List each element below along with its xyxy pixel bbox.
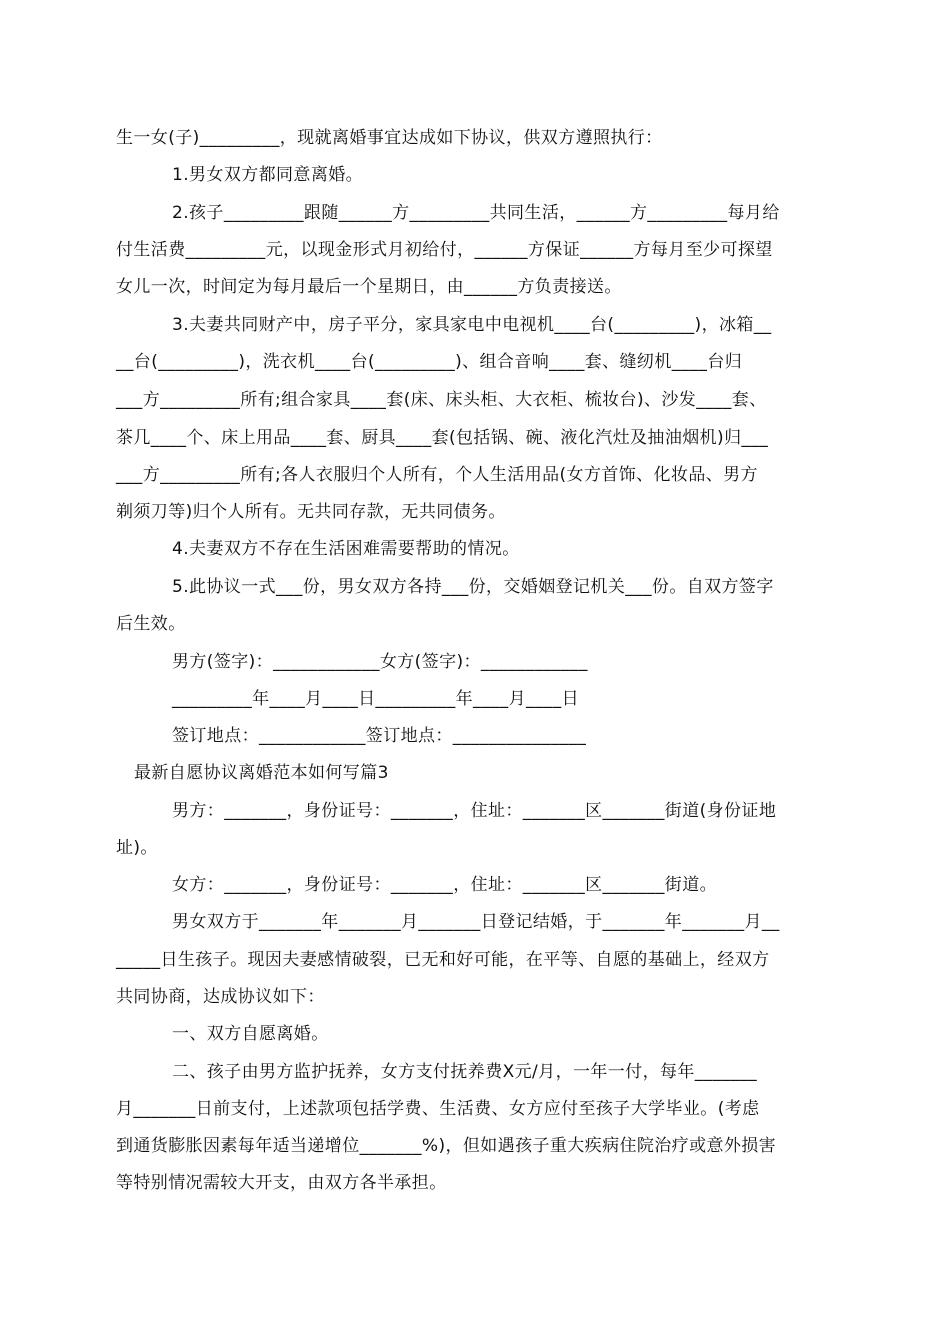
- text-line: 到通货膨胀因素每年适当递增位_______%)，但如遇孩子重大疾病住院治疗或意外损害: [116, 1136, 777, 1156]
- text-line: 3.夫妻共同财产中，房子平分，家具家电中电视机____台(_________)，冰箱__: [172, 315, 772, 335]
- text-line: 等特别情况需较大开支，由双方各半承担。: [116, 1173, 447, 1193]
- text-line: 后生效。: [116, 614, 186, 634]
- text-line: 一、双方自愿离婚。: [172, 1024, 329, 1044]
- text-line: ___方_________所有;各人衣服归个人所有，个人生活用品(女方首饰、化妆品、男方: [116, 465, 758, 485]
- text-line: 5.此协议一式___份，男女双方各持___份，交婚姻登记机关___份。自双方签字: [172, 577, 774, 597]
- text-line: ___方_________所有;组合家具____套(床、床头柜、大衣柜、梳妆台)、沙发____套、: [116, 390, 767, 410]
- text-line: 月_______日前支付，上述款项包括学费、生活费、女方应付至孩子大学毕业。(考虑: [116, 1099, 760, 1119]
- text-line: 男方：_______，身份证号：_______，住址：_______区_______街道(身份证地: [172, 801, 777, 821]
- location-line: 签订地点：____________签订地点：_______________: [172, 726, 587, 746]
- section-title: 最新自愿协议离婚范本如何写篇3: [134, 763, 389, 783]
- text-line: 共同协商，达成协议如下：: [116, 987, 325, 1007]
- text-line: 2.孩子_________跟随______方_________共同生活，______方_________每月给: [172, 203, 780, 223]
- text-line: _____日生孩子。现因夫妻感情破裂，已无和好可能，在平等、自愿的基础上，经双方: [116, 950, 770, 970]
- text-line: 女方：_______，身份证号：_______，住址：_______区_______街道。: [172, 875, 717, 895]
- text-line: 茶几____个、床上用品____套、厨具____套(包括锅、碗、液化汽灶及抽油烟机)归___: [116, 428, 769, 448]
- text-line: 址)。: [116, 838, 158, 858]
- signature-line: 男方(签字)：____________女方(签字)：____________: [172, 652, 588, 672]
- text-line: 生一女(子)_________，现就离婚事宜达成如下协议，供双方遵照执行：: [116, 128, 663, 148]
- text-line: 1.男女双方都同意离婚。: [172, 165, 364, 185]
- text-line: 二、孩子由男方监护抚养，女方支付抚养费X元/月，一年一付，每年_______: [172, 1062, 758, 1082]
- text-line: 剃须刀等)归个人所有。无共同存款，无共同债务。: [116, 502, 506, 522]
- text-line: __台(_________)，洗衣机____台(_________)、组合音响____套、缝纫机____台归: [116, 352, 743, 372]
- text-line: 女儿一次，时间定为每月最后一个星期日，由______方负责接送。: [116, 277, 622, 297]
- date-line: _________年____月____日_________年____月____日: [172, 689, 579, 709]
- text-line: 男女双方于_______年_______月_______日登记结婚，于_______年_______月__: [172, 912, 780, 932]
- text-line: 付生活费_________元，以现金形式月初给付，______方保证______方每月至少可探望: [116, 240, 773, 260]
- text-line: 4.夫妻双方不存在生活困难需要帮助的情况。: [172, 539, 520, 559]
